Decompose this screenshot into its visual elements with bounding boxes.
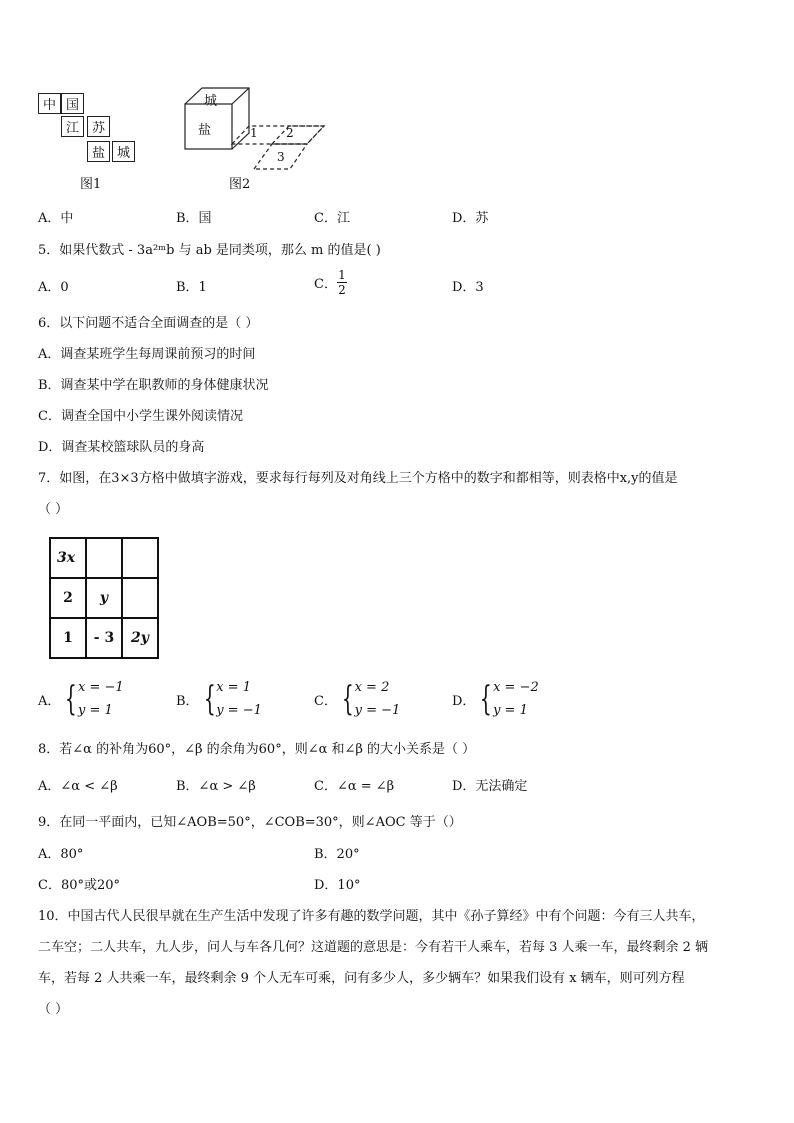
q7-option-c-y: y = −1 [354, 703, 401, 718]
q5-option-c[interactable] [314, 268, 347, 297]
cube-front-face: 盐 [198, 123, 212, 138]
q8-option-c[interactable]: C．∠α = ∠β [314, 779, 395, 794]
q7-option-d-label: D． [452, 693, 476, 709]
net-cell-2: 国 [61, 93, 84, 114]
q8-option-a[interactable]: A．∠α < ∠β [38, 779, 118, 794]
q6-stem: 6．以下问题不适合全面调查的是（ ） [38, 316, 259, 331]
q6-option-d[interactable]: D．调查某校篮球队员的身高 [38, 440, 205, 455]
q8-option-b[interactable]: B．∠α > ∠β [176, 779, 256, 794]
net-cell-1: 中 [38, 93, 61, 114]
q9-option-c[interactable]: C．80°或20° [38, 878, 121, 893]
q8-stem: 8．若∠α 的补角为60°，∠β 的余角为60°，则∠α 和∠β 的大小关系是（ ） [38, 742, 476, 757]
q7-option-b-x: x = 1 [216, 680, 251, 695]
parallelogram-1-label: 1 [250, 126, 258, 140]
q7-option-a-label: A． [38, 693, 61, 709]
figure-2-caption: 图2 [229, 177, 251, 192]
q10-line-2: 二车空；二人共车，九人步，问人与车各几何？这道题的意思是：今有若干人乘车，若每 3 人乘一车，最终剩余 2 辆 [38, 940, 709, 955]
figure-1-caption: 图1 [80, 177, 102, 192]
q7-option-c-x: x = 2 [354, 680, 390, 695]
q6-option-a[interactable]: A．调查某班学生每周课前预习的时间 [38, 347, 256, 362]
grid-cell-r1c3 [121, 537, 159, 579]
grid-cell-r3c1: 1 [49, 617, 87, 659]
q7-paren: （ ） [38, 502, 69, 517]
q5-option-a[interactable]: A．0 [38, 280, 69, 295]
q9-option-a[interactable]: A．80° [38, 847, 84, 862]
net-cell-4: 苏 [87, 116, 110, 137]
q7-option-b-label: B． [176, 693, 199, 709]
q7-option-d[interactable] [452, 676, 539, 722]
left-brace-icon: { [480, 679, 493, 719]
parallelogram-3-label: 3 [277, 150, 285, 164]
q7-option-c[interactable] [314, 676, 400, 722]
left-brace-icon: { [203, 679, 216, 719]
net-cell-6: 城 [112, 141, 135, 162]
q6-option-c[interactable]: C．调查全国中小学生课外阅读情况 [38, 409, 243, 424]
grid-cell-r1c1: 3x [49, 537, 87, 579]
q9-option-d[interactable]: D．10° [314, 878, 361, 893]
q7-option-c-label: C． [314, 693, 337, 709]
q7-stem: 7．如图，在3×3方格中做填字游戏，要求每行每列及对角线上三个方格中的数字和都相等，则表格中x,y的值是 [38, 471, 678, 486]
q5-option-b[interactable]: B．1 [176, 280, 207, 295]
q7-option-d-x: x = −2 [493, 680, 539, 695]
q4-option-b[interactable]: B．国 [176, 211, 212, 226]
q5-option-d[interactable]: D．3 [452, 280, 484, 295]
q7-option-b-y: y = −1 [216, 703, 262, 718]
q4-option-c[interactable]: C．江 [314, 211, 350, 226]
q10-line-1: 10．中国古代人民很早就在生产生活中发现了许多有趣的数学问题，其中《孙子算经》中有个问题：今有三人共车， [38, 909, 705, 924]
q4-option-d[interactable]: D．苏 [452, 211, 489, 226]
q7-option-a[interactable] [38, 676, 124, 722]
net-cell-5: 盐 [87, 141, 110, 162]
fraction-denominator: 2 [338, 283, 346, 297]
grid-cell-r1c2 [85, 537, 123, 579]
grid-cell-r2c2: y [85, 577, 123, 619]
grid-cell-r2c3 [121, 577, 159, 619]
q6-option-b[interactable]: B．调查某中学在职教师的身体健康状况 [38, 378, 269, 393]
grid-cell-r2c1: 2 [49, 577, 87, 619]
fraction-one-half [337, 268, 347, 297]
grid-cell-r3c2: - 3 [85, 617, 123, 659]
left-brace-icon: { [65, 679, 78, 719]
grid-cell-r3c3: 2y [121, 617, 159, 659]
net-cell-3: 江 [61, 116, 84, 137]
q10-line-3: 车，若每 2 人共乘一车，最终剩余 9 个人无车可乘，问有多少人，多少辆车？如果我们设有 x 辆车，则可列方程 [38, 971, 685, 986]
q9-stem: 9．在同一平面内，已知∠AOB=50°，∠COB=30°，则∠AOC 等于（） [38, 815, 462, 830]
q7-option-d-y: y = 1 [493, 703, 528, 718]
q9-option-b[interactable]: B．20° [314, 847, 360, 862]
q8-option-d[interactable]: D．无法确定 [452, 779, 528, 794]
cube-top-face: 城 [204, 94, 218, 109]
q10-paren: （ ） [38, 1002, 69, 1017]
q7-grid [49, 537, 159, 659]
q4-option-a[interactable]: A．中 [38, 211, 74, 226]
q5-stem: 5．如果代数式 - 3a²ᵐb 与 ab 是同类项，那么 m 的值是( ) [38, 243, 381, 258]
q5-option-c-label: C． [314, 277, 337, 292]
left-brace-icon: { [341, 679, 354, 719]
fraction-numerator: 1 [338, 268, 346, 282]
q7-option-a-x: x = −1 [78, 680, 124, 695]
q7-option-a-y: y = 1 [78, 703, 113, 718]
q7-option-b[interactable] [176, 676, 262, 722]
parallelogram-2-label: 2 [286, 126, 294, 140]
